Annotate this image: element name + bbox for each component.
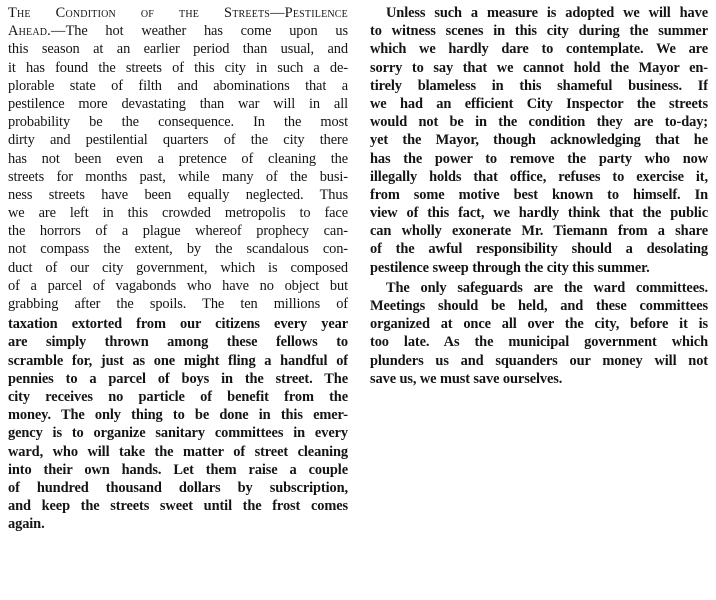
article-line: not compass the extent, by the scandalous con- [8,241,348,258]
article-line-bold: sorry to say that we cannot hold the Mayor en- [370,59,708,76]
article-line-bold: from some motive best known to himself. In [370,186,708,203]
article-line-bold: ward, who will take the matter of street cleaning [8,443,348,460]
article-line-bold: into their own hands. Let them raise a couple [8,461,348,478]
article-line-bold: has the power to remove the party who now [370,150,708,167]
article-line-bold: illegally holds that office, refuses to exercise it, [370,168,708,185]
article-line-bold: Meetings should be held, and these committees [370,298,708,314]
headline-continued: Ahead.— [8,23,66,40]
article-line-bold: which we hardly dare to contemplate. We are [370,41,708,58]
article-line-bold: tirely blameless in this shameful business. If [370,77,708,94]
article-line-bold: The only safeguards are the ward committees. [386,279,708,296]
article-line: of a parcel of vagabonds who have no object but [8,277,348,294]
article-line-bold: we had an efficient City Inspector the streets [370,95,708,112]
article-line-bold: pennies to a parcel of boys in the street. The [8,370,348,387]
headline: The Condition of the Streets—Pestilence [8,5,348,21]
article-line-bold: scramble for, just as one might fling a handful of [8,352,348,369]
article-line-bold: plunders us and squanders our money will not [370,352,708,369]
article-line: plorable state of filth and abominations that a [8,77,348,94]
article-line: grabbing after the spoils. The ten millions of [8,296,348,312]
article-line: pestilence more devastating than war will in all [8,95,348,112]
right-column [370,4,708,388]
article-line-bold: pestilence sweep through the city this summer. [370,259,650,276]
headline-line [8,4,348,22]
article-line-bold: too late. As the municipal government which [370,334,708,351]
headline-continuation-line [8,22,348,40]
article-line: The hot weather has come upon us [65,23,348,40]
article-line-bold: would not be in the condition they are to-day; [370,114,708,131]
article-line-bold: and keep the streets sweet until the frost comes [8,498,348,515]
article-line-bold: taxation extorted from our citizens every year [8,316,348,333]
article-line-bold: money. The only thing to be done in this emer- [8,407,348,424]
article-line-bold: save us, we must save ourselves. [370,370,563,387]
article-line-bold: city receives no particle of benefit from the [8,388,348,405]
article-line: the horrors of a plague whereof prophecy can- [8,223,348,240]
article-line: it has found the streets of this city in such a de- [8,59,348,76]
article-line-bold: to witness scenes in this city during the summer [370,23,708,40]
article-line-bold: of hundred thousand dollars by subscription, [8,479,348,496]
article-line: we are left in this crowded metropolis to face [8,205,348,222]
article-line: duct of our city government, which is composed [8,259,348,276]
article-line-bold: view of this fact, we hardly think that the public [370,205,708,222]
article-line: has not been even a pretence of cleaning the [8,150,348,167]
article-line-bold: can wholly exonerate Mr. Tiemann from a share [370,223,708,240]
article-line-bold: gency is to organize sanitary committees in every [8,425,348,442]
article-line-bold: are simply thrown among these fellows to [8,334,348,351]
article-line-bold: yet the Mayor, though acknowledging that he [370,132,708,149]
article-line-bold: of the awful responsibility should a desolating [370,241,708,258]
left-column [8,4,348,533]
article-line-bold: Unless such a measure is adopted we will have [386,5,708,21]
article-line: streets for months past, while many of the busi- [8,168,348,185]
article-line: ness streets have been equally neglected. Thus [8,186,348,203]
article-line: this season at an earlier period than usual, and [8,41,348,58]
article-line-bold: organized at once all over the city, before it is [370,316,708,333]
article-line: dirty and pestilential quarters of the city there [8,132,348,149]
article-line: probability be the consequence. In the most [8,114,348,131]
article-line-bold: again. [8,516,45,533]
